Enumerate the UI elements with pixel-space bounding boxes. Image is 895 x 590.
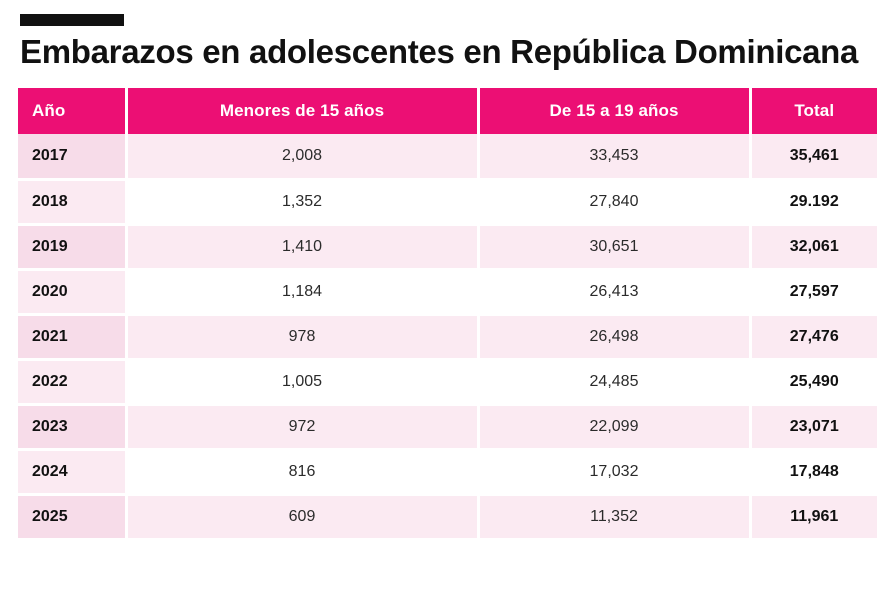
cell-total: 17,848 bbox=[750, 449, 877, 494]
cell-15to19: 26,413 bbox=[478, 269, 750, 314]
title-accent-rule bbox=[20, 14, 124, 26]
cell-under15: 1,184 bbox=[126, 269, 478, 314]
cell-year: 2023 bbox=[18, 404, 126, 449]
cell-15to19: 26,498 bbox=[478, 314, 750, 359]
cell-15to19: 22,099 bbox=[478, 404, 750, 449]
cell-year: 2024 bbox=[18, 449, 126, 494]
cell-total: 27,476 bbox=[750, 314, 877, 359]
column-header-under15: Menores de 15 años bbox=[126, 88, 478, 134]
cell-15to19: 24,485 bbox=[478, 359, 750, 404]
table-row bbox=[18, 359, 877, 404]
table-row bbox=[18, 179, 877, 224]
table-row bbox=[18, 269, 877, 314]
cell-15to19: 17,032 bbox=[478, 449, 750, 494]
cell-15to19: 27,840 bbox=[478, 179, 750, 224]
page-title: Embarazos en adolescentes en República Dominicana bbox=[20, 33, 859, 70]
cell-total: 23,071 bbox=[750, 404, 877, 449]
table-row bbox=[18, 494, 877, 539]
cell-under15: 2,008 bbox=[126, 134, 478, 179]
cell-total: 25,490 bbox=[750, 359, 877, 404]
cell-under15: 609 bbox=[126, 494, 478, 539]
column-header-15to19: De 15 a 19 años bbox=[478, 88, 750, 134]
table-body bbox=[18, 134, 877, 539]
table-row bbox=[18, 449, 877, 494]
cell-year: 2025 bbox=[18, 494, 126, 539]
column-header-total: Total bbox=[750, 88, 877, 134]
table-row bbox=[18, 224, 877, 269]
cell-under15: 1,410 bbox=[126, 224, 478, 269]
cell-year: 2018 bbox=[18, 179, 126, 224]
cell-15to19: 30,651 bbox=[478, 224, 750, 269]
cell-under15: 816 bbox=[126, 449, 478, 494]
cell-year: 2017 bbox=[18, 134, 126, 179]
cell-under15: 1,352 bbox=[126, 179, 478, 224]
pregnancies-table bbox=[18, 88, 877, 541]
cell-year: 2021 bbox=[18, 314, 126, 359]
cell-year: 2020 bbox=[18, 269, 126, 314]
cell-under15: 978 bbox=[126, 314, 478, 359]
cell-year: 2019 bbox=[18, 224, 126, 269]
table-header-row bbox=[18, 88, 877, 134]
column-header-year: Año bbox=[18, 88, 126, 134]
cell-total: 27,597 bbox=[750, 269, 877, 314]
cell-15to19: 33,453 bbox=[478, 134, 750, 179]
cell-total: 35,461 bbox=[750, 134, 877, 179]
cell-under15: 1,005 bbox=[126, 359, 478, 404]
cell-under15: 972 bbox=[126, 404, 478, 449]
cell-total: 32,061 bbox=[750, 224, 877, 269]
infographic-page bbox=[0, 14, 895, 590]
cell-total: 29.192 bbox=[750, 179, 877, 224]
table-header bbox=[18, 88, 877, 134]
table-row bbox=[18, 404, 877, 449]
cell-15to19: 11,352 bbox=[478, 494, 750, 539]
cell-total: 11,961 bbox=[750, 494, 877, 539]
table-row bbox=[18, 134, 877, 179]
cell-year: 2022 bbox=[18, 359, 126, 404]
table-row bbox=[18, 314, 877, 359]
